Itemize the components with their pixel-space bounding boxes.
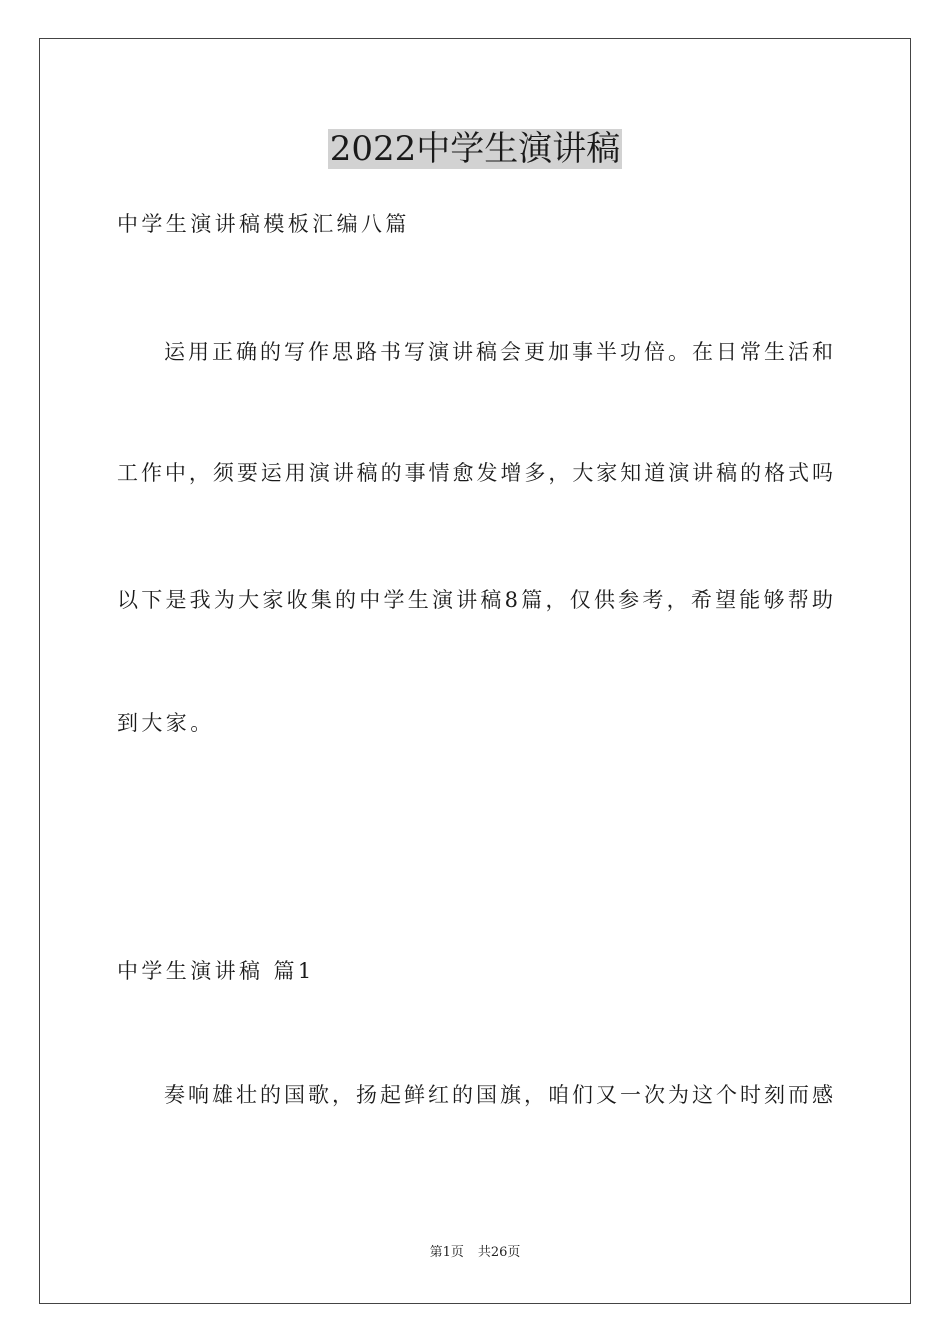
page-total: 共26页 (477, 1245, 521, 1260)
page-number: 第1页 (429, 1245, 464, 1260)
intro-line-4: 到大家。 (117, 711, 215, 735)
section-heading: 中学生演讲稿 篇1 (117, 959, 315, 983)
page-footer (0, 1244, 950, 1262)
intro-line-2: 工作中，须要运用演讲稿的事情愈发增多，大家知道演讲稿的格式吗 (117, 461, 833, 485)
title-text: 2022中学生演讲稿 (329, 129, 621, 169)
document-title (0, 128, 950, 170)
document-subtitle: 中学生演讲稿模板汇编八篇 (117, 212, 410, 236)
intro-line-1: 运用正确的写作思路书写演讲稿会更加事半功倍。在日常生活和 (164, 340, 833, 364)
section-line-1: 奏响雄壮的国歌，扬起鲜红的国旗，咱们又一次为这个时刻而感 (164, 1083, 833, 1107)
intro-line-3: 以下是我为大家收集的中学生演讲稿8篇，仅供参考，希望能够帮助 (117, 588, 833, 612)
